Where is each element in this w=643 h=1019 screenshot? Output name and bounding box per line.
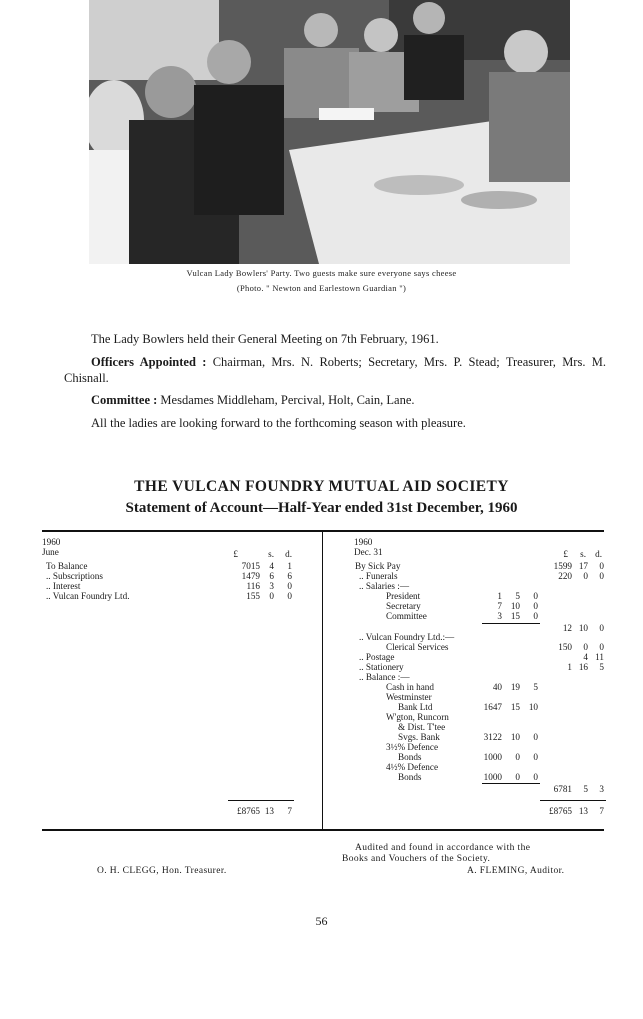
left-row-pounds: 7015 — [241, 561, 260, 571]
balance-row-label: Cash in hand — [386, 682, 434, 692]
salary-row-pence: 0 — [533, 601, 538, 611]
committee-paragraph — [64, 392, 606, 408]
salaries-label: .. Salaries :— — [359, 581, 410, 591]
left-head-pounds: £ — [233, 549, 238, 559]
salary-row-pounds: 7 — [497, 601, 502, 611]
clerical-shillings: 0 — [583, 642, 588, 652]
right-total-rule — [540, 800, 606, 801]
postage-shillings: 4 — [583, 652, 588, 662]
left-row-pence: 6 — [287, 571, 292, 581]
balance-row-label-2: Bonds — [398, 752, 422, 762]
postage-pence: 11 — [595, 652, 604, 662]
left-row-shillings: 4 — [269, 561, 274, 571]
balance-row-pence: 0 — [533, 772, 538, 782]
left-row-pence: 1 — [287, 561, 292, 571]
balance-row-label: W'gton, Runcorn — [386, 712, 449, 722]
left-month: June — [42, 547, 59, 557]
vulcan-label: .. Vulcan Foundry Ltd.:— — [359, 632, 455, 642]
page-number: 56 — [315, 914, 328, 928]
account-divider — [322, 531, 323, 830]
clerical-label: Clerical Services — [386, 642, 449, 652]
officers-text: Chairman, Mrs. N. Roberts; Secretary, Mrs. P. Stead; Treasurer, Mrs. M. Chisnall. — [64, 355, 607, 385]
funerals-shillings: 0 — [583, 571, 588, 581]
right-head-shillings: s. — [580, 549, 586, 559]
committee-text: Mesdames Middleham, Percival, Holt, Cain, Lane. — [160, 393, 415, 407]
balance-row-label-2: & Dist. T'tee — [398, 722, 446, 732]
right-total-shillings: 13 — [578, 806, 588, 816]
balance-row-pence: 0 — [533, 732, 538, 742]
statement-subtitle: Statement of Account—Half-Year ended 31st December, 1960 — [125, 500, 518, 516]
left-row-label: .. Subscriptions — [46, 571, 103, 581]
left-row-label: .. Interest — [46, 581, 81, 591]
stationery-shillings: 16 — [578, 662, 588, 672]
meeting-line: The Lady Bowlers held their General Meeting on 7th February, 1961. — [91, 332, 439, 346]
treasurer-signature: O. H. CLEGG, Hon. Treasurer. — [97, 866, 227, 876]
left-row-pounds: 1479 — [241, 571, 260, 581]
left-total-shillings: 13 — [264, 806, 274, 816]
account-top-rule — [42, 530, 604, 532]
officers-label: Officers Appointed : — [91, 355, 207, 369]
right-total-pounds: £8765 — [549, 806, 572, 816]
closing-line: All the ladies are looking forward to the forthcoming season with pleasure. — [91, 416, 466, 430]
salaries-total-pence: 0 — [599, 623, 604, 633]
balance-total-pence: 3 — [599, 784, 604, 794]
left-row-pence: 0 — [287, 581, 292, 591]
salary-row-pounds: 1 — [497, 591, 502, 601]
left-row-label: .. Vulcan Foundry Ltd. — [46, 591, 130, 601]
account-bottom-rule — [42, 829, 604, 831]
balance-row-pence: 10 — [528, 702, 538, 712]
salary-row-pence: 0 — [533, 611, 538, 621]
balance-row-label: 4½% Defence — [386, 762, 439, 772]
balance-row-label: 3½% Defence — [386, 742, 439, 752]
balance-row-pence: 0 — [533, 752, 538, 762]
sick-pay-pounds: 1599 — [553, 561, 572, 571]
balance-row-pounds: 40 — [492, 682, 502, 692]
salary-row-shillings: 15 — [510, 611, 520, 621]
balance-row-label-2: Bonds — [398, 772, 422, 782]
audit-line1: Audited and found in accordance with the — [355, 843, 531, 853]
balance-row-label-3: Svgs. Bank — [398, 732, 440, 742]
left-row-pounds: 155 — [246, 591, 260, 601]
sick-pay-label: By Sick Pay — [355, 561, 401, 571]
left-row-label: To Balance — [46, 561, 88, 571]
officers-paragraph — [64, 354, 606, 386]
sick-pay-shillings: 17 — [578, 561, 588, 571]
balance-row-pence: 5 — [533, 682, 538, 692]
balance-row-shillings: 0 — [515, 752, 520, 762]
right-head-pence: d. — [595, 549, 602, 559]
left-row-pounds: 116 — [246, 581, 260, 591]
left-total-rule — [228, 800, 294, 801]
society-title: THE VULCAN FOUNDRY MUTUAL AID SOCIETY — [134, 478, 509, 495]
auditor-signature: A. FLEMING, Auditor. — [467, 866, 565, 876]
balance-total-shillings: 5 — [583, 784, 588, 794]
photo-caption-line1: Vulcan Lady Bowlers' Party. Two guests make sure everyone says cheese — [186, 268, 457, 278]
stationery-label: .. Stationery — [359, 662, 404, 672]
right-head-pounds: £ — [563, 549, 568, 559]
salary-row-label: Secretary — [386, 601, 421, 611]
left-row-pence: 0 — [287, 591, 292, 601]
clerical-pence: 0 — [599, 642, 604, 652]
right-total-pence: 7 — [599, 806, 604, 816]
balance-row-shillings: 19 — [510, 682, 520, 692]
left-total-pounds: £8765 — [237, 806, 260, 816]
left-head-pence: d. — [285, 549, 292, 559]
audit-line2: Books and Vouchers of the Society. — [342, 854, 491, 864]
funerals-pounds: 220 — [558, 571, 572, 581]
balance-rule — [482, 783, 540, 784]
left-year: 1960 — [42, 537, 61, 547]
funerals-pence: 0 — [599, 571, 604, 581]
balance-row-label-2: Bank Ltd — [398, 702, 433, 712]
left-row-shillings: 3 — [269, 581, 274, 591]
photo-caption-line2: (Photo. " Newton and Earlestown Guardian ") — [236, 283, 407, 293]
left-row-shillings: 6 — [269, 571, 274, 581]
balance-row-pounds: 1000 — [483, 772, 502, 782]
salary-row-shillings: 10 — [510, 601, 520, 611]
salaries-total-shillings: 10 — [578, 623, 588, 633]
salary-row-shillings: 5 — [515, 591, 520, 601]
committee-label: Committee : — [91, 393, 158, 407]
clerical-pounds: 150 — [558, 642, 572, 652]
balance-row-shillings: 0 — [515, 772, 520, 782]
balance-total-pounds: 6781 — [553, 784, 572, 794]
salary-row-label: President — [386, 591, 421, 601]
balance-row-pounds: 1000 — [483, 752, 502, 762]
stationery-pounds: 1 — [567, 662, 572, 672]
balance-row-shillings: 10 — [510, 732, 520, 742]
party-photograph — [89, 0, 570, 264]
balance-row-pounds: 3122 — [483, 732, 502, 742]
left-head-shillings: s. — [268, 549, 274, 559]
right-year: 1960 — [354, 537, 373, 547]
postage-label: .. Postage — [359, 652, 395, 662]
balance-row-label: Westminster — [386, 692, 432, 702]
salary-row-label: Committee — [386, 611, 427, 621]
left-row-shillings: 0 — [269, 591, 274, 601]
stationery-pence: 5 — [599, 662, 604, 672]
left-total-pence: 7 — [287, 806, 292, 816]
balance-label: .. Balance :— — [359, 672, 410, 682]
balance-row-pounds: 1647 — [483, 702, 502, 712]
salaries-rule — [482, 623, 540, 624]
sick-pay-pence: 0 — [599, 561, 604, 571]
salaries-total-pounds: 12 — [562, 623, 572, 633]
balance-row-shillings: 15 — [510, 702, 520, 712]
right-month: Dec. 31 — [354, 547, 383, 557]
salary-row-pence: 0 — [533, 591, 538, 601]
funerals-label: .. Funerals — [359, 571, 398, 581]
salary-row-pounds: 3 — [497, 611, 502, 621]
